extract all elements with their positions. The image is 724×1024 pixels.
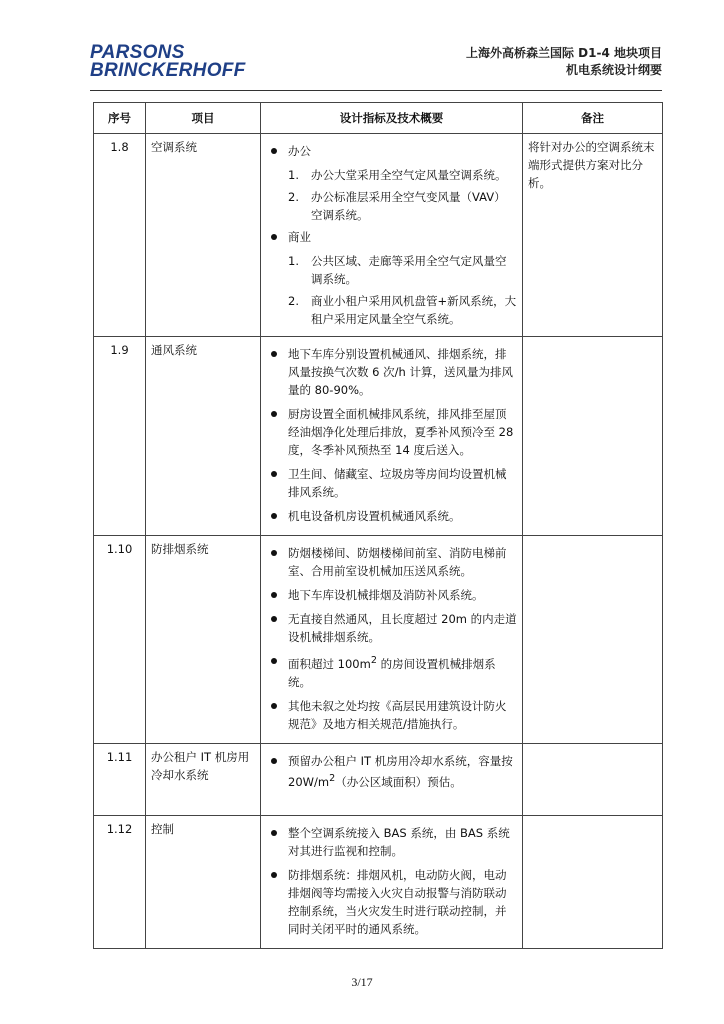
bullet-dot-icon bbox=[271, 616, 277, 622]
bullet-text: 整个空调系统接入 BAS 系统，由 BAS 系统对其进行监视和控制。 bbox=[288, 825, 510, 858]
row-note: 将针对办公的空调系统末端形式提供方案对比分析。 bbox=[523, 134, 663, 337]
bullet-text: （办公区域面积）预估。 bbox=[335, 774, 462, 789]
row-note bbox=[523, 337, 663, 536]
bullet-dot-icon bbox=[271, 411, 277, 417]
bullet-item bbox=[266, 697, 517, 733]
numbered-item bbox=[266, 166, 517, 184]
bullet-text: 卫生间、储藏室、垃圾房等房间均设置机械排风系统。 bbox=[288, 467, 507, 499]
table-row bbox=[94, 134, 663, 337]
bullet-dot-icon bbox=[271, 513, 277, 519]
bullet-text: 防烟楼梯间、防烟楼梯间前室、消防电梯前室、合用前室设机械加压送风系统。 bbox=[288, 546, 507, 578]
bullet-dot-icon bbox=[271, 148, 277, 154]
bullet-text: 无直接自然通风，且长度超过 20m 的内走道设机械排烟系统。 bbox=[288, 612, 517, 644]
company-logo bbox=[90, 44, 246, 80]
row-item: 控制 bbox=[146, 815, 261, 948]
bullet-text: 商业 bbox=[288, 230, 311, 244]
numbered-item bbox=[266, 252, 517, 288]
numbered-item bbox=[266, 292, 517, 328]
row-number: 1.11 bbox=[94, 743, 146, 815]
table-header-row bbox=[94, 103, 663, 134]
bullet-item bbox=[266, 586, 517, 604]
bullet-text: 厨房设置全面机械排风系统，排风排至屋顶经油烟净化处理后排放，夏季补风预冷至 28 度，冬季补风预热至 14 度后送入。 bbox=[288, 407, 514, 457]
bullet-text: 其他未叙之处均按《高层民用建筑设计防火规范》及地方相关规范/措施执行。 bbox=[288, 698, 507, 731]
bullet-dot-icon bbox=[271, 830, 277, 836]
bullet-item bbox=[266, 752, 517, 791]
bullet-text: 预留办公租户 IT 机房用冷却水系统，容量按 20W/m bbox=[288, 753, 513, 789]
bullet-item bbox=[266, 465, 517, 501]
bullet-item bbox=[266, 142, 517, 160]
row-spec bbox=[261, 337, 523, 536]
bullet-dot-icon bbox=[271, 234, 277, 240]
item-number: 2. bbox=[288, 190, 299, 204]
superscript: 2 bbox=[329, 772, 336, 784]
bullet-text: 地下车库分别设置机械通风、排烟系统，排风量按换气次数 6 次/h 计算，送风量为排风量的 80-90%。 bbox=[288, 347, 513, 397]
row-spec bbox=[261, 536, 523, 744]
bullet-item bbox=[266, 544, 517, 580]
row-item: 空调系统 bbox=[146, 134, 261, 337]
row-spec bbox=[261, 743, 523, 815]
bullet-item bbox=[266, 345, 517, 399]
header-no: 序号 bbox=[94, 103, 146, 134]
bullet-dot-icon bbox=[271, 758, 277, 764]
row-spec bbox=[261, 134, 523, 337]
bullet-dot-icon bbox=[271, 872, 277, 878]
bullet-dot-icon bbox=[271, 592, 277, 598]
bullet-item bbox=[266, 405, 517, 459]
item-text: 商业小租户采用风机盘管+新风系统，大租户采用定风量全空气系统。 bbox=[311, 294, 517, 326]
bullet-item bbox=[266, 866, 517, 938]
document-title: 机电系统设计纲要 bbox=[565, 63, 662, 77]
bullet-dot-icon bbox=[271, 703, 277, 709]
table-row bbox=[94, 743, 663, 815]
header-divider bbox=[90, 90, 662, 91]
row-number: 1.12 bbox=[94, 815, 146, 948]
row-note bbox=[523, 536, 663, 744]
item-text: 公共区域、走廊等采用全空气定风量空调系统。 bbox=[311, 254, 507, 286]
document-header bbox=[466, 45, 662, 79]
row-note bbox=[523, 743, 663, 815]
bullet-dot-icon bbox=[271, 658, 277, 664]
page-number: 3/17 bbox=[351, 975, 373, 989]
spec-table bbox=[93, 102, 663, 949]
bullet-item bbox=[266, 652, 517, 691]
item-text: 办公标准层采用全空气变风量（VAV）空调系统。 bbox=[311, 190, 506, 222]
header-item: 项目 bbox=[146, 103, 261, 134]
item-number: 2. bbox=[288, 294, 299, 308]
bullet-text: 地下车库设机械排烟及消防补风系统。 bbox=[288, 588, 484, 602]
bullet-dot-icon bbox=[271, 351, 277, 357]
row-number: 1.8 bbox=[94, 134, 146, 337]
row-note bbox=[523, 815, 663, 948]
table-row bbox=[94, 536, 663, 744]
item-number: 1. bbox=[288, 254, 299, 268]
bullet-item bbox=[266, 228, 517, 246]
item-number: 1. bbox=[288, 168, 299, 182]
table-row bbox=[94, 815, 663, 948]
row-spec bbox=[261, 815, 523, 948]
bullet-dot-icon bbox=[271, 550, 277, 556]
bullet-text: 的房间设置机械排烟系统。 bbox=[288, 656, 496, 689]
bullet-item bbox=[266, 507, 517, 525]
header-spec: 设计指标及技术概要 bbox=[261, 103, 523, 134]
bullet-text: 防排烟系统：排烟风机，电动防火阀，电动排烟阀等均需接入火灾自动报警与消防联动控制系统，当火灾发生时进行联动控制，并同时关闭平时的通风系统。 bbox=[288, 867, 507, 936]
bullet-text: 办公 bbox=[288, 144, 311, 158]
row-number: 1.9 bbox=[94, 337, 146, 536]
item-text: 办公大堂采用全空气定风量空调系统。 bbox=[311, 168, 507, 182]
bullet-dot-icon bbox=[271, 471, 277, 477]
logo-line-2: BRINCKERHOFF bbox=[90, 60, 246, 81]
table-row bbox=[94, 337, 663, 536]
logo-line-1: PARSONS bbox=[90, 42, 185, 63]
row-item: 办公租户 IT 机房用冷却水系统 bbox=[146, 743, 261, 815]
header-note: 备注 bbox=[523, 103, 663, 134]
bullet-text: 机电设备机房设置机械通风系统。 bbox=[288, 509, 461, 523]
bullet-item bbox=[266, 824, 517, 860]
bullet-text: 面积超过 100m bbox=[288, 656, 371, 671]
bullet-item bbox=[266, 610, 517, 646]
row-item: 通风系统 bbox=[146, 337, 261, 536]
superscript: 2 bbox=[370, 655, 377, 666]
row-item: 防排烟系统 bbox=[146, 536, 261, 744]
numbered-item bbox=[266, 188, 517, 224]
project-title: 上海外高桥森兰国际 D1-4 地块项目 bbox=[466, 46, 662, 60]
row-number: 1.10 bbox=[94, 536, 146, 744]
